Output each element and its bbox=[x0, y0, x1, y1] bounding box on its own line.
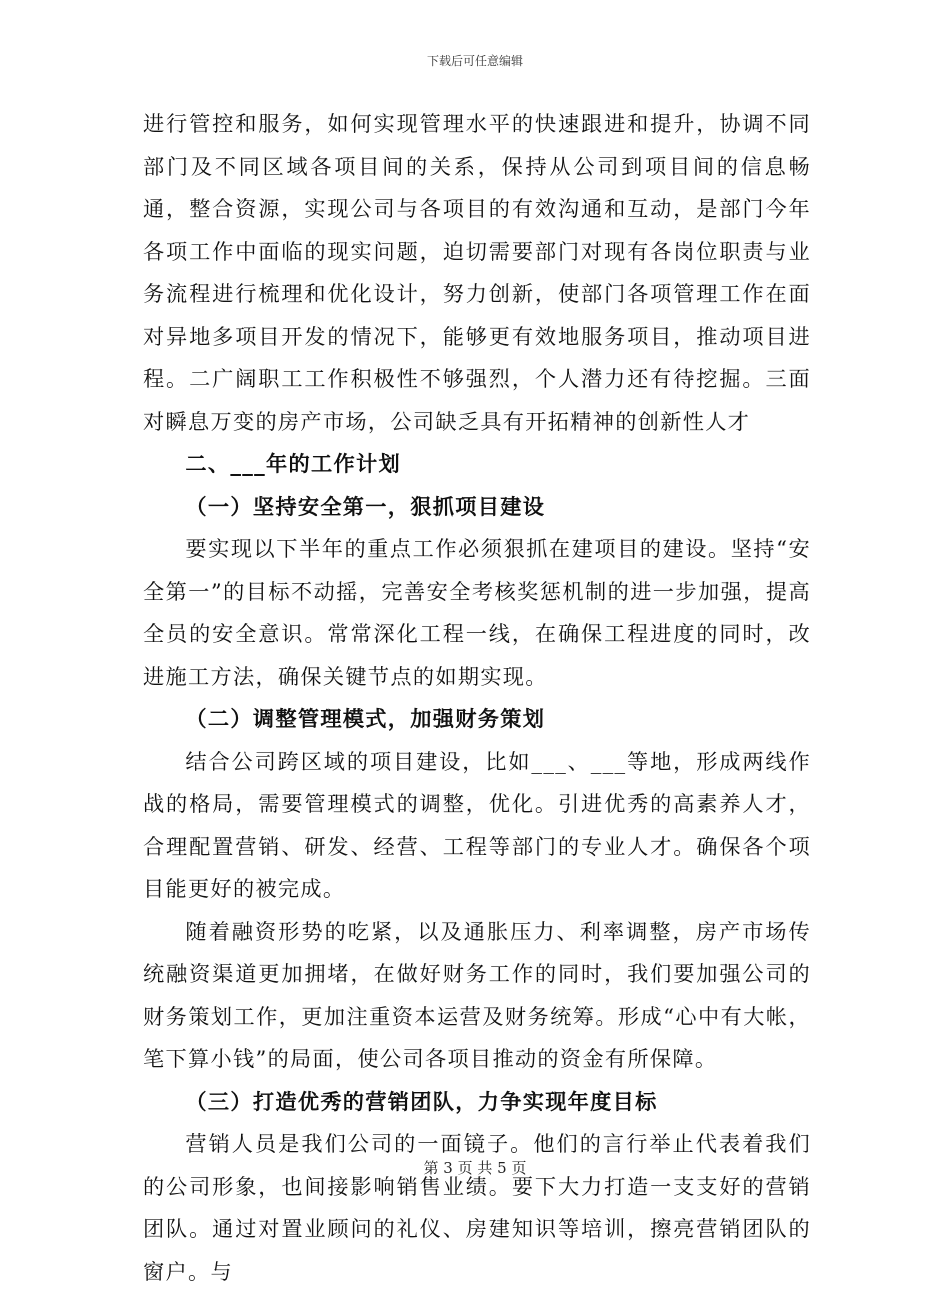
section-heading-work-plan: 二、___年的工作计划 bbox=[185, 451, 401, 476]
document-body bbox=[143, 103, 811, 1293]
subheading-marketing-team: （三）打造优秀的营销团队，力争实现年度目标 bbox=[185, 1088, 658, 1114]
paragraph-management: 结合公司跨区域的项目建设，比如___、___等地，形成两线作战的格局，需要管理模式的调整，优化。引进优秀的高素养人才，合理配置营销、研发、经营、工程等部门的专业人才。确保各个项目能更好的被完成。 bbox=[143, 748, 811, 901]
subheading-management-finance: （二）调整管理模式，加强财务策划 bbox=[185, 706, 546, 731]
page-header: 下载后可任意编辑 bbox=[426, 54, 523, 68]
paragraph-marketing: 营销人员是我们公司的一面镜子。他们的言行举止代表着我们的公司形象，也间接影响销售业绩。要下大力打造一支支好的营销团队。通过对置业顾问的礼仪、房建知识等培训，擦亮营销团队的窗户。与 bbox=[143, 1131, 811, 1284]
paragraph-continued: 进行管控和服务，如何实现管理水平的快速跟进和提升，协调不同部门及不同区域各项目间的关系，保持从公司到项目间的信息畅通，整合资源，实现公司与各项目的有效沟通和互动，是部门今年各项工作中面临的现实问题，迫切需要部门对现有各岗位职责与业务流程进行梳理和优化设计，努力创新，使部门各项管理工作在面对异地多项目开发的情况下，能够更有效地服务项目，推动项目进程。二广阔职工工作积极性不够强烈，个人潜力还有待挖掘。三面对瞬息万变的房产市场，公司缺乏具有开拓精神的创新性人才 bbox=[143, 111, 811, 434]
subheading-safety-first: （一）坚持安全第一，狠抓项目建设 bbox=[185, 493, 546, 519]
paragraph-safety: 要实现以下半年的重点工作必须狠抓在建项目的建设。坚持“安全第一”的目标不动摇，完善安全考核奖惩机制的进一步加强，提高全员的安全意识。常常深化工程一线，在确保工程进度的同时，改进施工方法，确保关键节点的如期实现。 bbox=[143, 536, 811, 689]
page-number: 第 3 页 共 5 页 bbox=[423, 1159, 527, 1177]
paragraph-finance: 随着融资形势的吃紧，以及通胀压力、利率调整，房产市场传统融资渠道更加拥堵，在做好财务工作的同时，我们要加强公司的财务策划工作，更加注重资本运营及财务统筹。形成“心中有大帐，笔下算小钱”的局面，使公司各项目推动的资金有所保障。 bbox=[143, 918, 811, 1071]
